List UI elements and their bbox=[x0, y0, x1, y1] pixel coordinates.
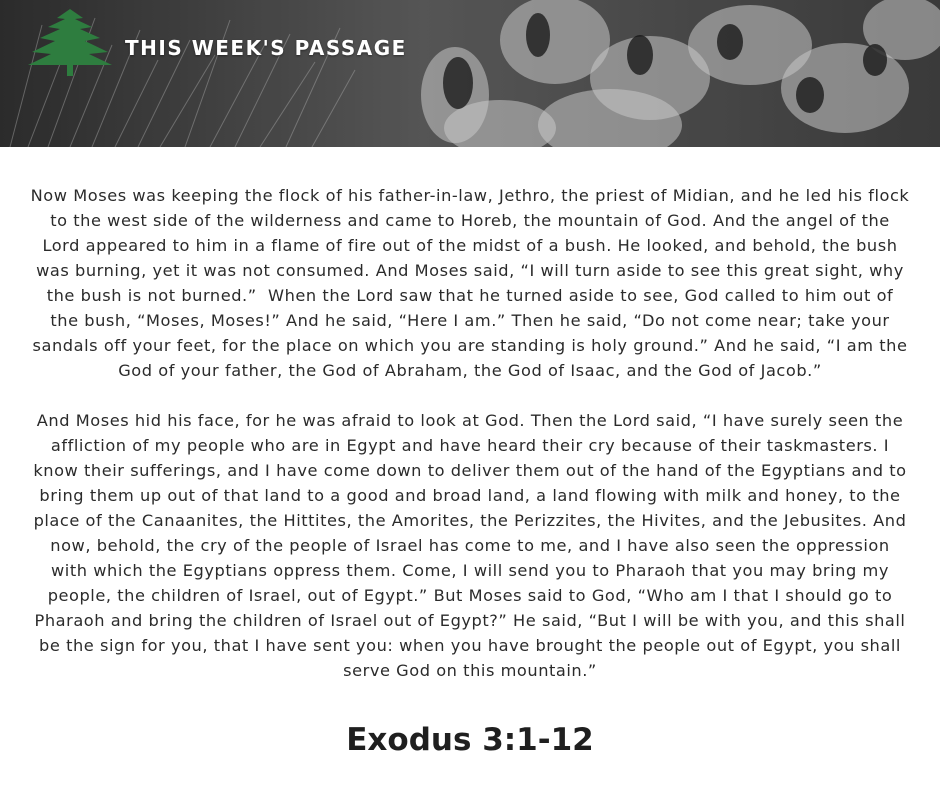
sheep-flock-photo bbox=[0, 0, 940, 147]
passage-paragraph: Now Moses was keeping the flock of his father-in-law, Jethro, the priest of Midian, and he led his flock to the west side of the wilderness and came to Horeb, the mountain of God. And the angel of the Lord appeared to him in a flame of fire out of the midst of a bush. He looked, and behold, the bush was burning, yet it was not consumed. And Moses said, “I will turn aside to see this great sight, why the bush is not burned.” When the Lord saw that he turned aside to see, God called to him out of the bush, “Moses, Moses!” And he said, “Here I am.” Then he said, “Do not come near; take your sandals off your feet, for the place on which you are standing is holy ground.” And he said, “I am the God of your father, the God of Abraham, the God of Isaac, and the God of Jacob.” bbox=[30, 186, 916, 380]
scripture-reference: Exodus 3:1-12 bbox=[346, 722, 594, 758]
header-banner bbox=[0, 0, 940, 147]
passage-paragraph: And Moses hid his face, for he was afraid to look at God. Then the Lord said, “I have surely seen the affliction of my people who are in Egypt and have heard their cry because of their taskmasters. I know their sufferings, and I have come down to deliver them out of the hand of the Egyptians and to bring them up out of that land to a good and broad land, a land flowing with milk and honey, to the place of the Canaanites, the Hittites, the Amorites, the Perizzites, the Hivites, and the Jebusites. And now, behold, the cry of the people of Israel has come to me, and I have also seen the oppression with which the Egyptians oppress them. Come, I will send you to Pharaoh that you may bring my people, the children of Israel, out of Egypt.” But Moses said to God, “Who am I that I should go to Pharaoh and bring the children of Israel out of Egypt?” He said, “But I will be with you, and this shall be the sign for you, that I have sent you: when you have brought the people out of Egypt, you shall serve God on this mountain.” bbox=[33, 411, 913, 680]
scripture-passage bbox=[30, 183, 916, 683]
cedar-tree-icon bbox=[22, 7, 118, 79]
page-heading: THIS WEEK'S PASSAGE bbox=[125, 36, 407, 60]
